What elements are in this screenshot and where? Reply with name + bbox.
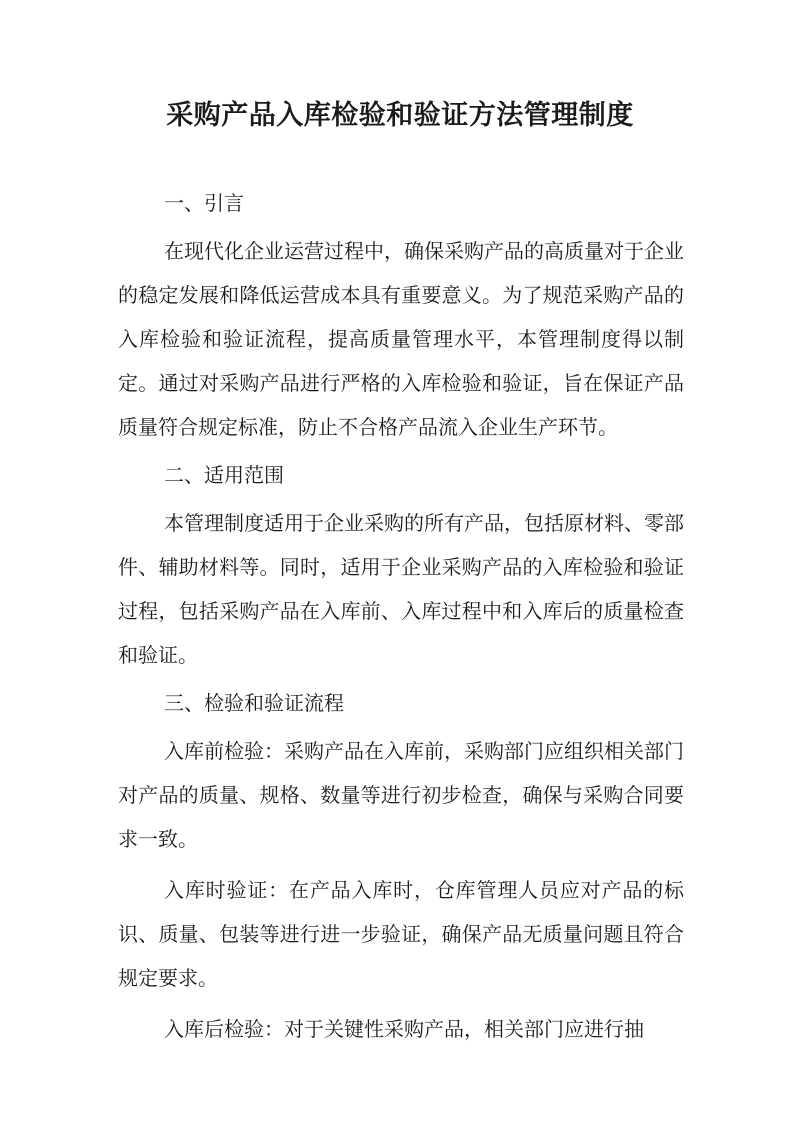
paragraph-pre-inbound-inspection: 入库前检验：采购产品在入库前，采购部门应组织相关部门对产品的质量、规格、数量等进行初步检查，确保与采购合同要求一致。 [118, 739, 684, 851]
document-body [118, 184, 684, 1058]
paragraph-introduction: 在现代化企业运营过程中，确保采购产品的高质量对于企业的稳定发展和降低运营成本具有重要意义。为了规范采购产品的入库检验和验证流程，提高质量管理水平，本管理制度得以制定。通过对采购产品进行严格的入库检验和验证，旨在保证产品质量符合规定标准，防止不合格产品流入企业生产环节。 [118, 239, 684, 439]
document-title: 采购产品入库检验和验证方法管理制度 [166, 100, 634, 131]
paragraph-scope: 本管理制度适用于企业采购的所有产品，包括原材料、零部件、辅助材料等。同时，适用于企业采购产品的入库检验和验证过程，包括采购产品在入库前、入库过程中和入库后的质量检查和验证。 [118, 511, 684, 667]
paragraph-post-inbound-inspection: 入库后检验：对于关键性采购产品，相关部门应进行抽 [164, 1017, 644, 1041]
section-heading-introduction: 一、引言 [164, 191, 244, 215]
paragraph-inbound-verification: 入库时验证：在产品入库时，仓库管理人员应对产品的标识、质量、包装等进行进一步验证，确保产品无质量问题且符合规定要求。 [118, 878, 684, 990]
section-heading-process: 三、检验和验证流程 [164, 691, 344, 715]
section-heading-scope: 二、适用范围 [164, 463, 284, 487]
